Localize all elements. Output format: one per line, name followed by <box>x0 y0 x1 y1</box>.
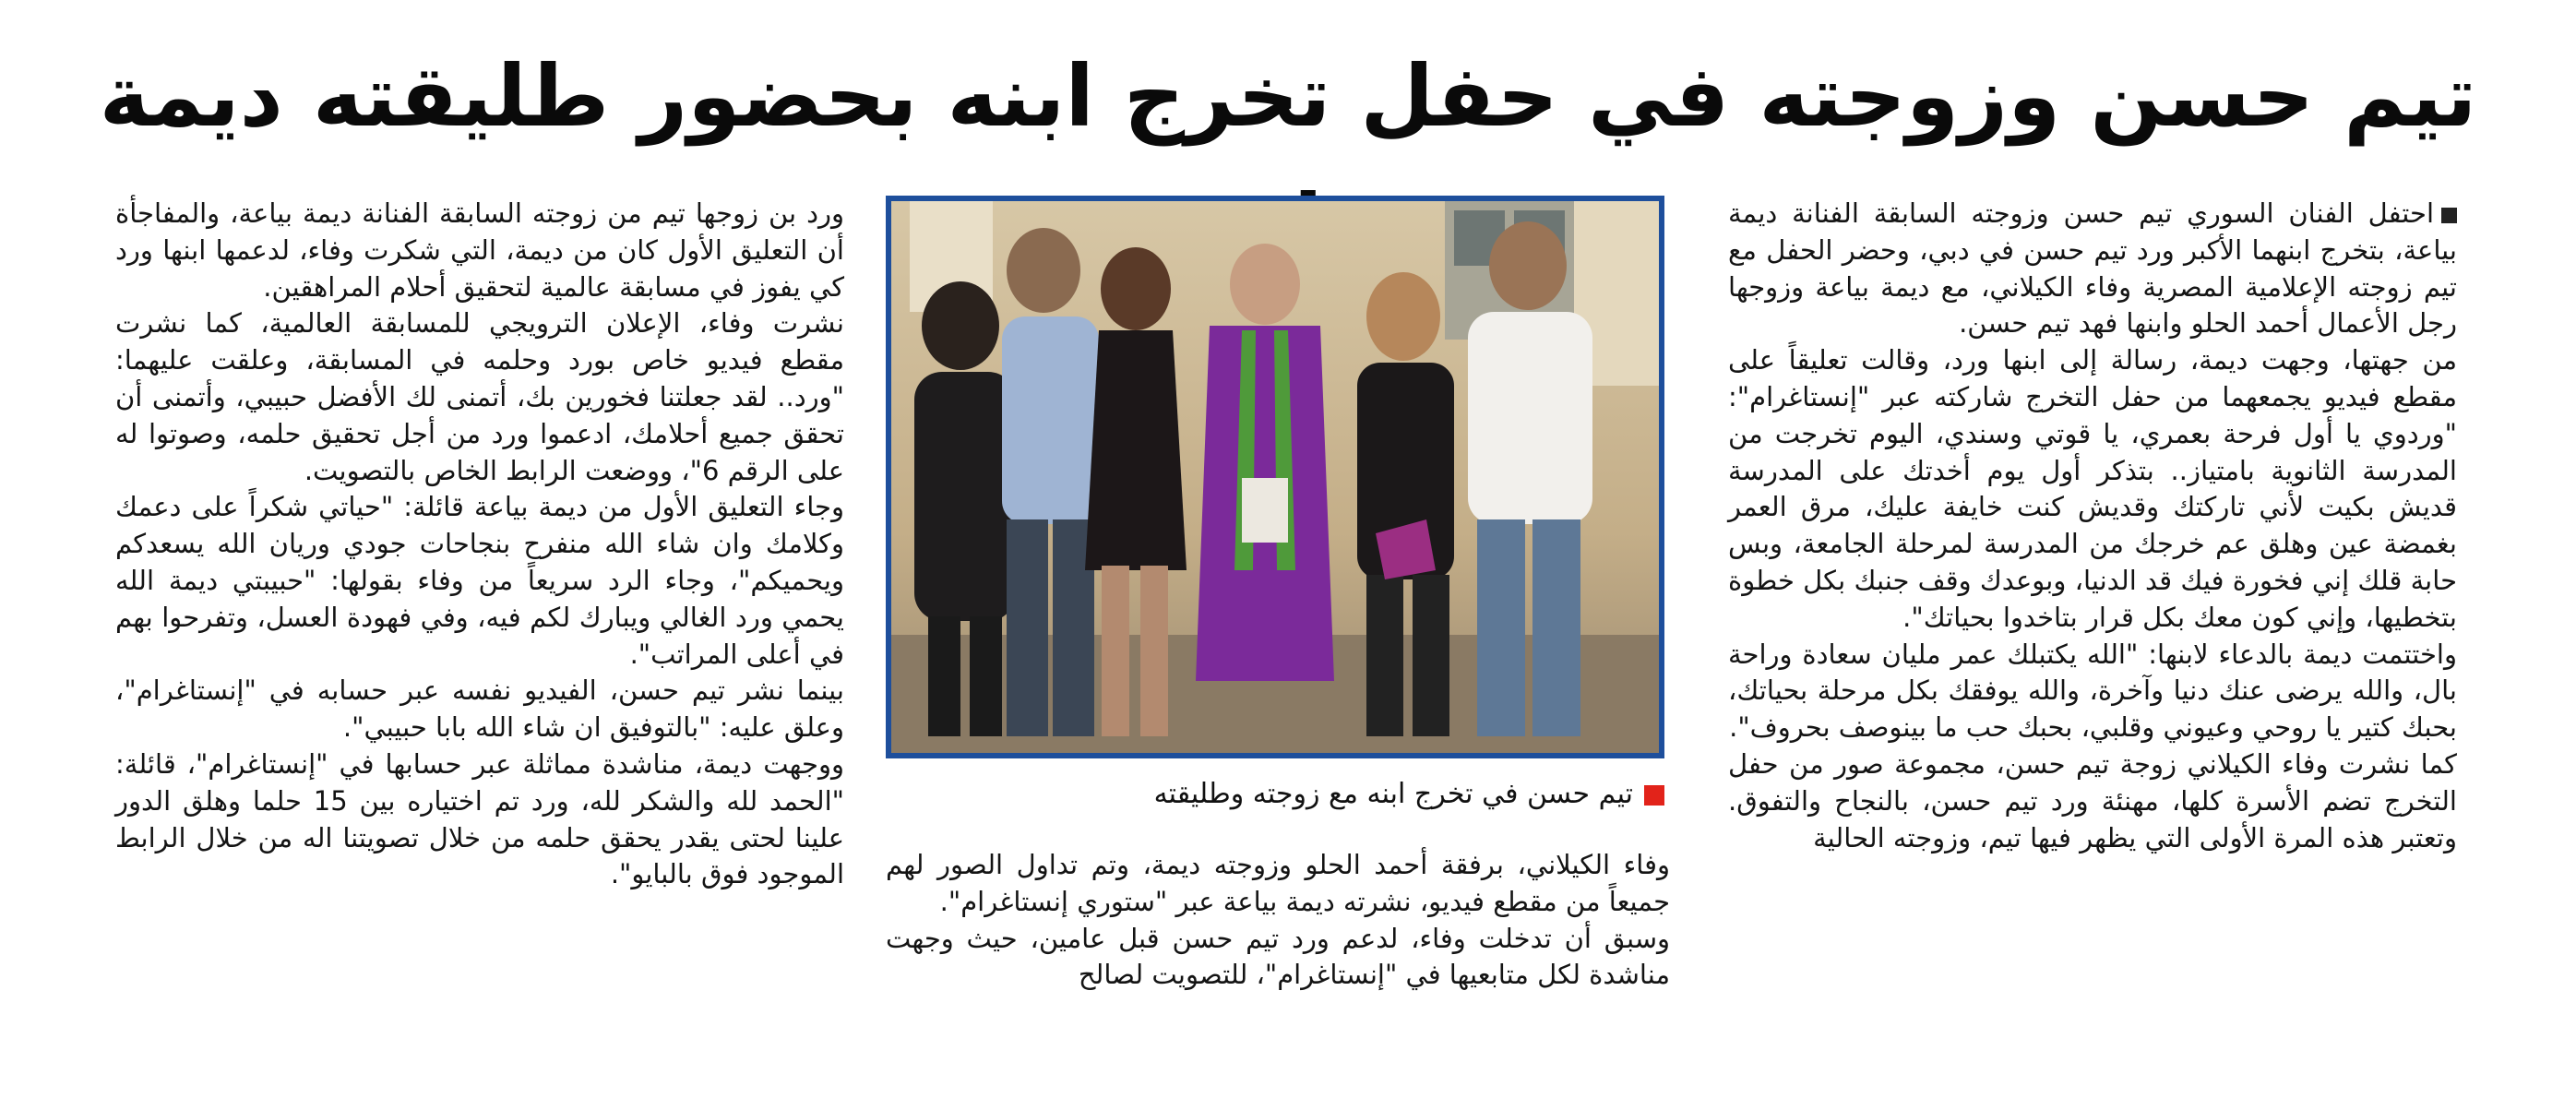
bullet-square-icon <box>2441 208 2457 223</box>
article-photo <box>886 196 1664 758</box>
caption-marker-icon <box>1644 785 1664 806</box>
article-headline: تيم حسن وزوجته في حفل تخرج ابنه بحضور طليقته ديمة <box>99 47 2477 146</box>
graduation-photo-illustration <box>891 201 1659 753</box>
caption-text: تيم حسن في تخرج ابنه مع زوجته وطليقته <box>1153 778 1633 810</box>
paragraph: ورد بن زوجها تيم من زوجته السابقة الفنانة ديمة بياعة، والمفاجأة أن التعليق الأول كان من ديمة، التي شكرت وفاء، لدعمها ابنها ورد كي يفوز في مسابقة عالمية لتحقيق أحلام المراهقين. <box>115 197 844 303</box>
paragraph-text: احتفل الفنان السوري تيم حسن وزوجته السابقة الفنانة ديمة بياعة، بتخرج ابنهما الأكبر ورد تيم حسن في دبي، وحضر الحفل مع تيم زوجته الإعلامية المصرية وفاء الكيلاني، مع ديمة بياعة وزوجها رجل الأعمال أحمد الحلو وابنها فهد تيم حسن. <box>1728 197 2457 340</box>
article-column-left <box>115 196 844 893</box>
paragraph: وسبق أن تدخلت وفاء، لدعم ورد تيم حسن قبل عامين، حيث وجهت مناشدة لكل متابعيها في "إنستاغرام"، للتصويت لصالح <box>886 922 1670 991</box>
photo-caption <box>886 771 1664 818</box>
paragraph <box>1728 196 2457 342</box>
article-column-right <box>1728 196 2457 856</box>
paragraph: من جهتها، وجهت ديمة، رسالة إلى ابنها ورد، وقالت تعليقاً على مقطع فيديو يجمعهما من حفل التخرج شاركته عبر "إنستاغرام": "وردوي يا أول فرحة بعمري، يا قوتي وسندي، اليوم تخرجت من المدرسة الثانوية بامتياز.. بتذكر أول يوم أخدتك على المدرسة قديش بكيت لأني تاركتك وقديش كنت خايفة عليك، مرق العمر بغمضة عين وهلق عم خرجك من المدرسة لمرحلة الجامعة، وبس حابة قلك إني فخورة فيك قد الدنيا، وبوعدك وقف جنبك بكل خطوة بتخطيها، وإني كون معك بكل قرار بتاخدوا بحياتك". <box>1728 344 2457 633</box>
paragraph: وفاء الكيلاني، برفقة أحمد الحلو وزوجته ديمة، وتم تداول الصور لهم جميعاً من مقطع فيديو، نشرته ديمة بياعة عبر "ستوري إنستاغرام". <box>886 849 1670 917</box>
paragraph: ووجهت ديمة، مناشدة مماثلة عبر حسابها في "إنستاغرام"، قائلة: "الحمد لله والشكر لله، ورد تم اختياره بين 15 حلما وهلق الدور علينا لحتى يقدر يحقق حلمه من خلال تصويتنا اله من خلال الرابط الموجود فوق بالبايو". <box>115 747 844 890</box>
article-column-middle <box>886 847 1670 994</box>
paragraph: واختتمت ديمة بالدعاء لابنها: "الله يكتبلك عمر مليان سعادة وراحة بال، والله يرضى عنك دنيا وآخرة، والله يوفقك بكل مرحلة بحياتك، بحبك كتير يا روحي وعيوني وقلبي، بحبك حب ما بينوصف بحروف". <box>1728 638 2457 744</box>
paragraph: نشرت وفاء، الإعلان الترويجي للمسابقة العالمية، كما نشرت مقطع فيديو خاص بورد وحلمه في المسابقة، وعلقت عليهما: "ورد.. لقد جعلتنا فخورين بك، أتمنى لك الأفضل حبيبي، وأتمنى أن تحقق جميع أحلامك، ادعموا ورد من أجل تحقيق حلمه، وصوتوا له على الرقم 6"، ووضعت الرابط الخاص بالتصويت. <box>115 307 844 486</box>
paragraph: بينما نشر تيم حسن، الفيديو نفسه عبر حسابه في "إنستاغرام"، وعلق عليه: "بالتوفيق ان شاء الله بابا حبيبي". <box>115 674 844 744</box>
paragraph: كما نشرت وفاء الكيلاني زوجة تيم حسن، مجموعة صور من حفل التخرج تضم الأسرة كلها، مهنئة ورد تيم حسن، بالنجاح والتفوق. وتعتبر هذه المرة الأولى التي يظهر فيها تيم، وزوجته الحالية <box>1728 747 2457 853</box>
paragraph: وجاء التعليق الأول من ديمة بياعة قائلة: "حياتي شكراً على دعمك وكلامك وان شاء الله منفرح بنجاحات جودي وريان الله يسعدكم ويحميكم"، وجاء الرد سريعاً من وفاء بقولها: "حبيبتي ديمة الله يحمي ورد الغالي ويبارك لكم فيه، وفي فهودة العسل، وتفرحوا بهم في أعلى المراتب". <box>115 491 844 670</box>
